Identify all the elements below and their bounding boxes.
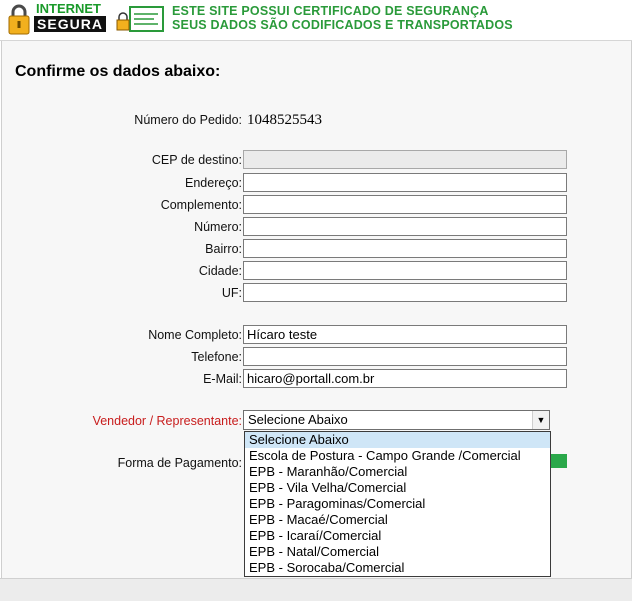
footer-bar [0, 578, 632, 601]
complemento-label: Complemento: [160, 198, 242, 212]
cidade-field[interactable] [243, 261, 567, 280]
order-number-label: Número do Pedido: [134, 113, 242, 127]
dropdown-option[interactable]: EPB - Macaé/Comercial [249, 512, 388, 527]
vendedor-label: Vendedor / Representante: [92, 414, 242, 428]
security-message-line-1: ESTE SITE POSSUI CERTIFICADO DE SEGURANÇA [172, 4, 489, 18]
dropdown-arrow-icon[interactable]: ▼ [532, 411, 549, 429]
security-message [172, 4, 513, 32]
vendedor-selected-value: Selecione Abaixo [248, 412, 348, 427]
logo-line-2: SEGURA [34, 16, 106, 32]
email-label: E-Mail: [203, 372, 242, 386]
form-heading: Confirme os dados abaixo: [15, 63, 221, 80]
bairro-label: Bairro: [205, 242, 242, 256]
vendedor-select[interactable] [243, 410, 550, 430]
certificate-icon [116, 6, 164, 32]
order-number-value: 1048525543 [247, 112, 322, 128]
dropdown-option[interactable]: EPB - Paragominas/Comercial [249, 496, 426, 511]
numero-field[interactable] [243, 217, 567, 236]
internet-segura-logo [34, 2, 108, 32]
uf-label: UF: [221, 286, 242, 300]
endereco-field[interactable] [243, 173, 567, 192]
dropdown-option[interactable]: EPB - Maranhão/Comercial [249, 464, 408, 479]
security-banner [0, 0, 632, 41]
pagamento-label: Forma de Pagamento: [117, 456, 242, 470]
padlock-icon [8, 3, 30, 35]
dropdown-option[interactable]: EPB - Sorocaba/Comercial [249, 560, 405, 575]
security-message-line-2: SEUS DADOS SÃO CODIFICADOS E TRANSPORTADOS [172, 18, 513, 32]
vendedor-dropdown-list[interactable] [244, 431, 551, 577]
dropdown-option[interactable]: Escola de Postura - Campo Grande /Comercial [249, 448, 521, 463]
payment-icon[interactable] [551, 454, 567, 468]
email-field[interactable]: hicaro@portall.com.br [243, 369, 567, 388]
dropdown-option[interactable]: Selecione Abaixo [245, 432, 550, 448]
bairro-field[interactable] [243, 239, 567, 258]
telefone-field[interactable] [243, 347, 567, 366]
dropdown-option[interactable]: EPB - Vila Velha/Comercial [249, 480, 407, 495]
numero-label: Número: [194, 220, 242, 234]
endereco-label: Endereço: [185, 176, 242, 190]
nome-field[interactable]: Hícaro teste [243, 325, 567, 344]
dropdown-option[interactable]: EPB - Icaraí/Comercial [249, 528, 382, 543]
complemento-field[interactable] [243, 195, 567, 214]
cidade-label: Cidade: [198, 264, 242, 278]
dropdown-option[interactable]: EPB - Natal/Comercial [249, 544, 380, 559]
nome-label: Nome Completo: [148, 328, 242, 342]
cep-field[interactable] [243, 150, 567, 169]
uf-field[interactable] [243, 283, 567, 302]
cep-label: CEP de destino: [151, 153, 242, 167]
logo-line-1: INTERNET [36, 1, 101, 16]
telefone-label: Telefone: [191, 350, 242, 364]
